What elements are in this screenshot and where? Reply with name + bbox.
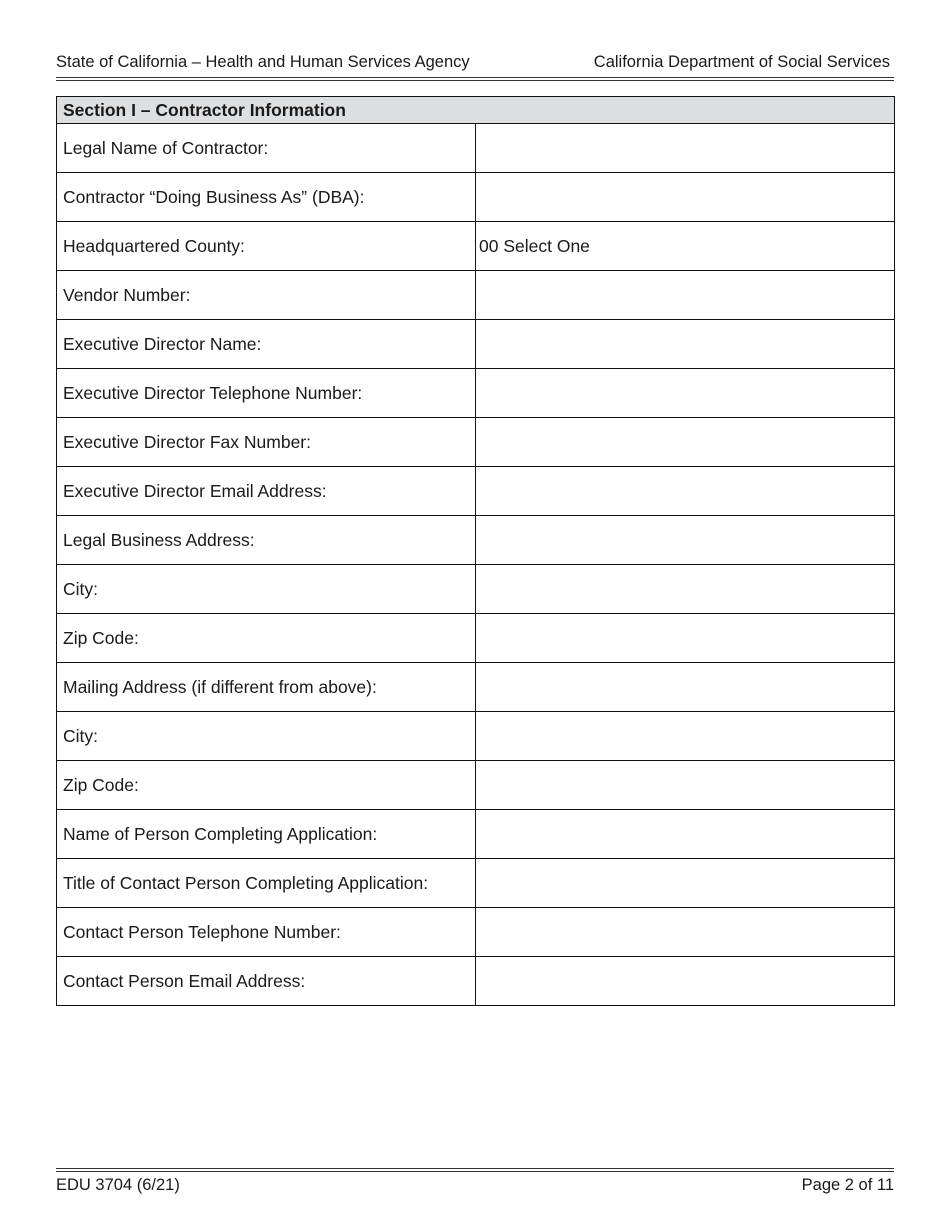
form-row bbox=[57, 663, 895, 712]
headquartered-county-select[interactable]: 00 Select One bbox=[476, 222, 895, 271]
section-title: Section I – Contractor Information bbox=[57, 97, 895, 124]
mailing-address-field[interactable] bbox=[476, 663, 895, 712]
form-row bbox=[57, 320, 895, 369]
field-label-headquartered-county: Headquartered County: bbox=[57, 222, 476, 271]
field-label-executive-director-email: Executive Director Email Address: bbox=[57, 467, 476, 516]
header-agency: State of California – Health and Human Services Agency bbox=[56, 53, 470, 71]
form-row bbox=[57, 957, 895, 1006]
form-row bbox=[57, 222, 895, 271]
form-row bbox=[57, 565, 895, 614]
field-label-business-city: City: bbox=[57, 565, 476, 614]
contact-email-field[interactable] bbox=[476, 957, 895, 1006]
executive-director-telephone-field[interactable] bbox=[476, 369, 895, 418]
dba-field[interactable] bbox=[476, 173, 895, 222]
field-label-vendor-number: Vendor Number: bbox=[57, 271, 476, 320]
header-divider bbox=[56, 77, 894, 81]
executive-director-fax-field[interactable] bbox=[476, 418, 895, 467]
form-row bbox=[57, 173, 895, 222]
form-row bbox=[57, 418, 895, 467]
form-row bbox=[57, 124, 895, 173]
field-label-mailing-zip: Zip Code: bbox=[57, 761, 476, 810]
field-label-person-completing: Name of Person Completing Application: bbox=[57, 810, 476, 859]
field-label-legal-business-address: Legal Business Address: bbox=[57, 516, 476, 565]
field-label-executive-director-fax: Executive Director Fax Number: bbox=[57, 418, 476, 467]
contact-title-field[interactable] bbox=[476, 859, 895, 908]
form-row bbox=[57, 712, 895, 761]
page-header bbox=[56, 50, 894, 74]
business-zip-field[interactable] bbox=[476, 614, 895, 663]
field-label-contact-email: Contact Person Email Address: bbox=[57, 957, 476, 1006]
form-rows bbox=[57, 124, 895, 1006]
field-label-contact-telephone: Contact Person Telephone Number: bbox=[57, 908, 476, 957]
field-label-contact-title: Title of Contact Person Completing Application: bbox=[57, 859, 476, 908]
page-number: Page 2 of 11 bbox=[801, 1176, 894, 1194]
footer-divider bbox=[56, 1168, 894, 1172]
field-label-mailing-city: City: bbox=[57, 712, 476, 761]
executive-director-email-field[interactable] bbox=[476, 467, 895, 516]
field-label-dba: Contractor “Doing Business As” (DBA): bbox=[57, 173, 476, 222]
field-label-legal-name: Legal Name of Contractor: bbox=[57, 124, 476, 173]
mailing-zip-field[interactable] bbox=[476, 761, 895, 810]
vendor-number-field[interactable] bbox=[476, 271, 895, 320]
form-row bbox=[57, 467, 895, 516]
contractor-information-table bbox=[56, 96, 895, 1006]
header-department: California Department of Social Services bbox=[593, 53, 890, 71]
contact-telephone-field[interactable] bbox=[476, 908, 895, 957]
business-city-field[interactable] bbox=[476, 565, 895, 614]
legal-name-field[interactable] bbox=[476, 124, 895, 173]
form-row bbox=[57, 908, 895, 957]
field-label-executive-director-name: Executive Director Name: bbox=[57, 320, 476, 369]
field-label-mailing-address: Mailing Address (if different from above): bbox=[57, 663, 476, 712]
form-row bbox=[57, 369, 895, 418]
legal-business-address-field[interactable] bbox=[476, 516, 895, 565]
field-label-executive-director-telephone: Executive Director Telephone Number: bbox=[57, 369, 476, 418]
form-row bbox=[57, 859, 895, 908]
form-id: EDU 3704 (6/21) bbox=[56, 1176, 180, 1194]
page-footer bbox=[56, 1173, 894, 1197]
form-row bbox=[57, 516, 895, 565]
form-row bbox=[57, 271, 895, 320]
form-row bbox=[57, 810, 895, 859]
form-row bbox=[57, 614, 895, 663]
person-completing-field[interactable] bbox=[476, 810, 895, 859]
field-label-business-zip: Zip Code: bbox=[57, 614, 476, 663]
form-row bbox=[57, 761, 895, 810]
executive-director-name-field[interactable] bbox=[476, 320, 895, 369]
mailing-city-field[interactable] bbox=[476, 712, 895, 761]
